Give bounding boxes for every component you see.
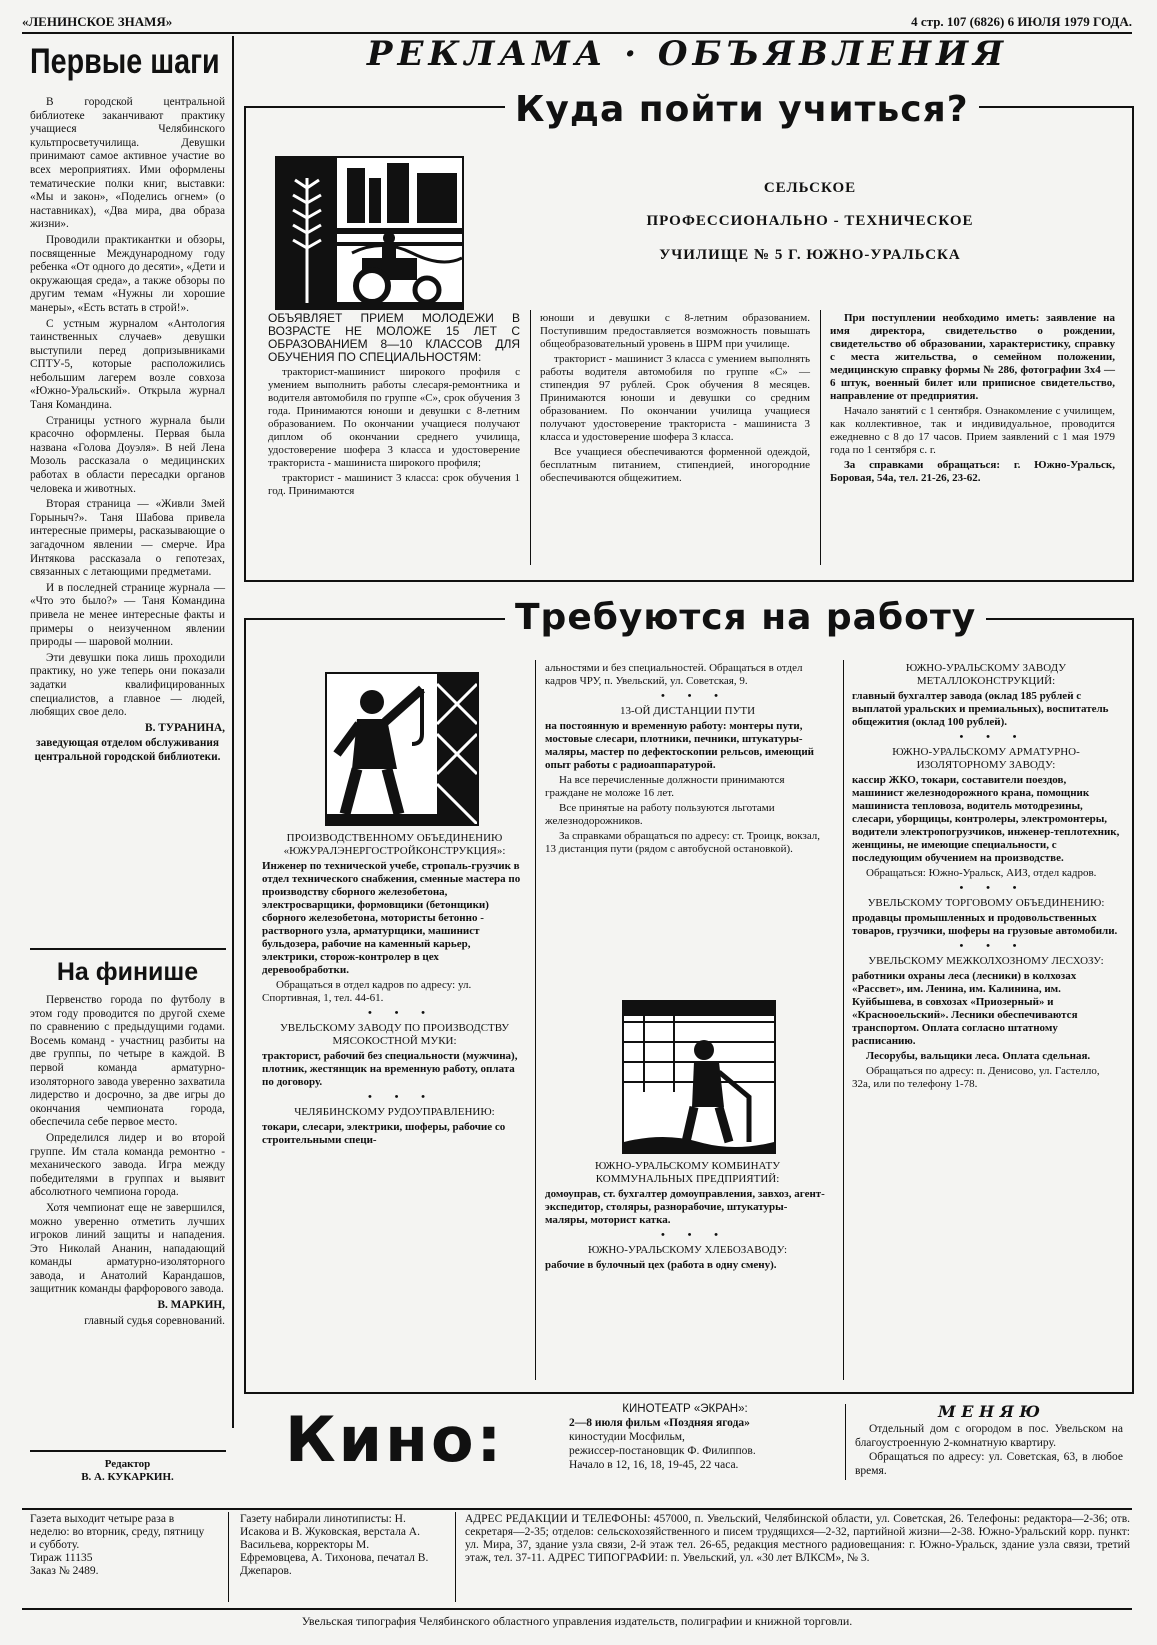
paragraph: тракторист - машинист 3 класса: срок обучения 1 год. Принимаются bbox=[268, 472, 520, 497]
author-signature: В. ТУРАНИНА, bbox=[145, 721, 225, 734]
article-first-steps bbox=[30, 40, 225, 767]
author-position: главный судья соревнований. bbox=[84, 1314, 225, 1327]
job-list: главный бухгалтер завода (оклад 185 рублей с выплатой уральских и премиальных), воспитатель общежития (оклад 100 рублей). bbox=[852, 690, 1109, 728]
paragraph: Определился лидер и во второй группе. Им стала команда ремонтно - механического завода. Игра между победителями в группах и выявит абсолютного чемпиона города. bbox=[30, 1131, 225, 1199]
employer-heading: УВЕЛЬСКОМУ ТОРГОВОМУ ОБЪЕДИНЕНИЮ: bbox=[867, 897, 1105, 909]
theater-name: КИНОТЕАТР «ЭКРАН»: bbox=[622, 1403, 748, 1415]
paragraph: За справками обращаться: г. Южно-Уральск, Боровая, 54а, тел. 21-26, 23-62. bbox=[830, 459, 1115, 484]
separator-dots: • • • bbox=[660, 1229, 729, 1241]
job-list: Лесорубы, вальщики леса. Оплата сдельная. bbox=[866, 1050, 1091, 1062]
separator-dots: • • • bbox=[367, 1091, 436, 1103]
paragraph: альностями и без специальностей. Обращаться в отдел кадров ЧРУ, п. Увельский, ул. Советская, 9. bbox=[545, 662, 803, 687]
kino-title: Кино: bbox=[285, 1403, 505, 1476]
author-position: заведующая отделом обслуживания центральной городской библиотеки. bbox=[34, 737, 221, 763]
divider bbox=[30, 1450, 226, 1452]
jobs-title: Требуются на работу bbox=[505, 594, 986, 642]
employer-heading: ЮЖНО-УРАЛЬСКОМУ КОМБИНАТУ КОММУНАЛЬНЫХ ПРЕДПРИЯТИЙ: bbox=[594, 1160, 781, 1185]
job-list: кассир ЖКО, токари, составители поездов, машинист железнодорожного крана, помощник машиниста тепловоза, водитель мотодрезины, слесари, уборщицы, контролеры, электромонтеры, водители электропогрузчиков, инженер-теплотехник, женщины, не имеющие специальности, с последующим обучением на производстве. bbox=[852, 774, 1120, 864]
exchange-ad bbox=[855, 1402, 1123, 1478]
school-name-2: ПРОФЕССИОНАЛЬНО - ТЕХНИЧЕСКОЕ bbox=[646, 213, 974, 229]
paper-name: «ЛЕНИНСКОЕ ЗНАМЯ» bbox=[22, 14, 173, 29]
job-list: тракторист, рабочий без специальности (мужчина), плотник, жестянщик на временную работу, оплата по договору. bbox=[262, 1050, 518, 1088]
school-ad-title: Куда пойти учиться? bbox=[505, 86, 979, 134]
editor-name: В. А. КУКАРКИН. bbox=[81, 1471, 174, 1483]
paragraph: При поступлении необходимо иметь: заявление на имя директора, свидетельство о рождении, свидетельство об образовании, характеристику, справку с места жительства, о семейном положении, медицинскую справку формы № 286, фотографии 3х4 — 6 штук, военный билет или приписное свидетельство, направление от предприятия. bbox=[830, 312, 1115, 402]
exchange-contact: Обращаться по адресу: ул. Советская, 63, в любое время. bbox=[855, 1451, 1123, 1477]
separator-dots: • • • bbox=[660, 690, 729, 702]
left-column-rule bbox=[232, 36, 234, 1428]
circulation: Тираж 11135 bbox=[30, 1552, 93, 1564]
employer-heading: 13-ОЙ ДИСТАНЦИИ ПУТИ bbox=[619, 705, 756, 717]
job-list: работники охраны леса (лесники) в колхозах «Рассвет», им. Ленина, им. Калинина, им. Куйбышева, в совхозах «Приозерный» и «Краснооельский». Лесники обеспечиваются транспортом. Оплата согласно штатному расписанию. bbox=[852, 970, 1078, 1047]
school-col-1 bbox=[268, 312, 520, 500]
jobs-col-1 bbox=[262, 832, 527, 1149]
paragraph: Хотя чемпионат еще не завершился, можно уверенно отметить лучших игроков линий защиты и нападения. Это Николай Ананин, нападающий команды арматурно-изоляторного завода, и Анатолий Карандашов, защитник команды фарфорового завода. bbox=[30, 1201, 225, 1296]
separator-dots: • • • bbox=[959, 731, 1027, 743]
author-signature: В. МАРКИН, bbox=[157, 1299, 225, 1312]
builder-icon bbox=[327, 674, 477, 824]
exchange-title: М Е Н Я Ю bbox=[937, 1402, 1040, 1421]
job-list: продавцы промышленных и продовольственных товаров, грузчики, шоферы на грузовые автомобили. bbox=[852, 912, 1118, 937]
footer-text: Газета выходит четыре раза в неделю: во вторник, среду, пятницу и субботу. bbox=[30, 1513, 205, 1551]
job-list: рабочие в булочный цех (работа в одну смену). bbox=[545, 1259, 777, 1271]
article-title: Первые шаги bbox=[30, 42, 220, 81]
issue-info: 4 стр. 107 (6826) 6 ИЮЛЯ 1979 ГОДА. bbox=[911, 14, 1132, 29]
studio-line: киностудии Мосфильм, bbox=[569, 1431, 685, 1443]
employer-heading: УВЕЛЬСКОМУ МЕЖКОЛХОЗНОМУ ЛЕСХОЗУ: bbox=[868, 955, 1104, 967]
printer-info: Увельская типография Челябинского областного управления издательств, полиграфии и книжной торговли. bbox=[301, 1614, 853, 1628]
jobs-col-2b bbox=[545, 1160, 830, 1274]
contact-info: Обращаться по адресу: п. Денисово, ул. Гастелло, 32а, или по телефону 1-78. bbox=[852, 1065, 1100, 1090]
editor-block bbox=[30, 1458, 225, 1484]
paragraph: юноши и девушки с 8-летним образованием. Поступившим предоставляется возможность повышать общеобразовательный уровень в ШРМ при училище. bbox=[540, 312, 810, 350]
article-title: На финише bbox=[56, 958, 199, 986]
ads-banner: РЕКЛАМА · ОБЪЯВЛЕНИЯ bbox=[366, 34, 1009, 74]
exchange-text: Отдельный дом с огородом в пос. Увельском на благоустроенную 2-комнатную квартиру. bbox=[855, 1423, 1123, 1449]
paragraph: В городской центральной библиотеке заканчивают практику учащиеся Челябинского культпросветучилища. Девушки принимают самое активное участие во всех мероприятиях. Ими оформлены тематические полки книг, выставки: «Мы и закон», «Поделись огнем» (о наставниках), «Два мира, два образа жизни». bbox=[30, 96, 225, 231]
separator-dots: • • • bbox=[959, 940, 1027, 952]
article-finish bbox=[30, 956, 225, 1330]
paragraph: За справками обращаться по адресу: ст. Троицк, вокзал, 13 дистанция пути (рядом с автобусной остановкой). bbox=[545, 830, 821, 855]
employer-heading: ЮЖНО-УРАЛЬСКОМУ ЗАВОДУ МЕТАЛЛОКОНСТРУКЦИЙ: bbox=[905, 662, 1067, 687]
divider bbox=[30, 948, 226, 950]
job-list: домоуправ, ст. бухгалтер домоуправления, завхоз, агент-экспедитор, столяры, разнорабочие, штукатуры-маляры, моторист катка. bbox=[545, 1188, 825, 1226]
gardener-illustration bbox=[622, 1000, 776, 1154]
footer-publication-info bbox=[30, 1513, 205, 1578]
paragraph: С устным журналом «Антология таинственных случаев» девушки выступили перед допризывниками СПТУ-5, которые расположились небольшим лагерем возле совхоза «Южно-Уральский». Открыла журнал Таня Командина. bbox=[30, 317, 225, 412]
school-col-3 bbox=[830, 312, 1115, 487]
paragraph: И в последней странице журнала — «Что это было?» — Таня Командина привела не менее интересные факты и примеры о неизученном явлении природы — шаровой молнии. bbox=[30, 581, 225, 649]
school-name-3: УЧИЛИЩЕ № 5 Г. ЮЖНО-УРАЛЬСКА bbox=[659, 247, 961, 263]
director-line: режиссер-постановщик Ф. Филиппов. bbox=[569, 1445, 756, 1457]
contact-info: Обращаться: Южно-Уральск, АИЗ, отдел кадров. bbox=[866, 867, 1097, 879]
employer-heading: УВЕЛЬСКОМУ ЗАВОДУ ПО ПРОИЗВОДСТВУ МЯСОКОСТНОЙ МУКИ: bbox=[280, 1022, 509, 1047]
article-body bbox=[30, 994, 225, 1328]
employer-heading: ЮЖНО-УРАЛЬСКОМУ ХЛЕБОЗАВОДУ: bbox=[587, 1244, 788, 1256]
paragraph: Первенство города по футболу в этом году проводится по другой схеме по сравнению с предыдущими годами. Восемь команд - участниц разбиты на две группы, по четыре в каждой. В первой команда арматурно-изоляторного завода уверенно захватила лидерство и досрочно, за две игры до окончания чемпионата города, обеспечила себе первое место. bbox=[30, 994, 225, 1129]
paragraph: Проводили практикантки и обзоры, посвященные Международному году ребенка «От одного до десяти», «Дети и окружающая среда», а также обзоры по другим темам «Нужны ли хорошие манеры», «Есть встать в строй!». bbox=[30, 233, 225, 314]
paragraph: тракторист - машинист 3 класса с умением выполнять работы водителя автомобиля по группе «С» — стипендия 97 рублей. Срок обучения 8 месяцев. Принимаются юноши и девушки со средним образованием. По окончании училища учащиеся получают удостоверение тракториста - машиниста 3 класса и удостоверение шофера 3 класса. bbox=[540, 353, 810, 443]
footer-staff: Газету набирали линотиписты: Н. Исакова и В. Жуковская, верстала А. Васильева, корректоры М. Ефремовцева, А. Тихонова, печатал В. Джепаров. bbox=[240, 1513, 429, 1577]
paragraph: На все перечисленные должности принимаются граждане не моложе 16 лет. bbox=[545, 774, 785, 799]
film-line: 2—8 июля фильм «Поздняя ягода» bbox=[569, 1417, 750, 1429]
job-list: токари, слесари, электрики, шоферы, рабочие со строительными специ- bbox=[262, 1121, 506, 1146]
col-rule bbox=[530, 310, 531, 565]
editor-label: Редактор bbox=[104, 1458, 151, 1470]
contact-info: Обращаться в отдел кадров по адресу: ул. Спортивная, 1, тел. 44-61. bbox=[262, 979, 472, 1004]
times-line: Начало в 12, 16, 18, 19-45, 22 часа. bbox=[569, 1459, 739, 1471]
col-rule bbox=[535, 660, 536, 1380]
gardener-icon bbox=[624, 1002, 774, 1152]
employer-heading: ЮЖНО-УРАЛЬСКОМУ АРМАТУРНО-ИЗОЛЯТОРНОМУ ЗАВОДУ: bbox=[892, 746, 1080, 771]
paragraph: Вторая страница — «Живли Змей Горыныч?». Таня Шабова привела интересные примеры, расказывающие о загадочном явлении — смерче. Ира Интякова рассказала о гепотезах, связанных с летающими предметами. bbox=[30, 498, 225, 579]
worker-illustration bbox=[325, 672, 479, 826]
col-rule bbox=[455, 1512, 456, 1602]
kino-info bbox=[555, 1402, 815, 1472]
school-col-2 bbox=[540, 312, 810, 487]
tractor-illustration bbox=[275, 156, 464, 310]
jobs-col-3 bbox=[852, 662, 1120, 1093]
job-list: Инженер по технической учебе, стропаль-грузчик в отдел технического снабжения, сменные мастера по производству сборного железобетона, электросварщики, формовщики (бетонщики) сборного железобетона, мотористы бетонно - растворного узла, арматурщики, машинист бульдозера, рабочие на каменный карьер, электрики, сторож-контролер в цех деревообработки. bbox=[262, 860, 521, 976]
col-rule bbox=[845, 1404, 846, 1480]
col-rule bbox=[820, 310, 821, 565]
footer-addresses: АДРЕС РЕДАКЦИИ И ТЕЛЕФОНЫ: 457000, п. Увельский, Челябинской области, ул. Советская, 26. Телефоны: редактора—2-36; отв. секретаря—2-35; отделов: сельскохозяйственного и писем трудящихся—2-32, партийной жизни—2-38. Южно-Уральский корр. пункт: ул. Мира, 37, здание узла связи, 2-й этаж тел. 26-65, редакция местного радиовещания: г. Южно-Уральск, здание узла связи, третий этаж, тел. 37-11. АДРЕС ТИПОГРАФИИ: п. Увельский, ул. «30 лет ВЛКСМ», № 3. bbox=[465, 1513, 1130, 1564]
jobs-col-2 bbox=[545, 662, 830, 858]
tractor-field-icon bbox=[277, 158, 462, 308]
col-rule bbox=[228, 1512, 229, 1602]
footer-rule bbox=[22, 1608, 1132, 1610]
school-name-1: СЕЛЬСКОЕ bbox=[763, 180, 857, 196]
paragraph: Страницы устного журнала были красочно оформлены. Первая была названа «Голова Доуэля». В ней Лена Мозоль рассказала о медицинских работах в области пересадки органов человека и животных. bbox=[30, 414, 225, 495]
intro-text: ОБЪЯВЛЯЕТ ПРИЕМ МОЛОДЕЖИ В ВОЗРАСТЕ НЕ МОЛОЖЕ 15 ЛЕТ С ОБРАЗОВАНИЕМ 8—10 КЛАССОВ ДЛЯ ОБУЧЕНИЯ ПО СПЕЦИАЛЬНОСТЯМ: bbox=[268, 311, 520, 364]
order-number: Заказ № 2489. bbox=[30, 1565, 99, 1577]
employer-heading: ЧЕЛЯБИНСКОМУ РУДОУПРАВЛЕНИЮ: bbox=[294, 1106, 495, 1118]
article-body bbox=[30, 96, 225, 765]
paragraph: Все принятые на работу пользуются льготами железнодорожников. bbox=[545, 802, 775, 827]
col-rule bbox=[843, 660, 844, 1380]
paragraph: Начало занятий с 1 сентября. Ознакомление с училищем, как коллективное, так и индивидуальное, проводится ежедневно с 8 до 17 часов. Прием заявлений с 1 мая 1979 года по 1 сентября с. г. bbox=[830, 405, 1115, 456]
paragraph: тракторист-машинист широкого профиля с умением выполнить работы слесаря-ремонтника и водителя автомобиля по группе «С», срок обучения 3 года. Принимаются юноши и девушки с 8-летним образованием. По окончании учащиеся получают диплом об окончании среднего училища, удостоверение шофера 3 класса и удостоверение тракториста - машиниста широкого профиля; bbox=[268, 366, 520, 469]
paragraph: Все учащиеся обеспечиваются форменной одеждой, бесплатным питанием, стипендией, иногородние обеспечиваются общежитием. bbox=[540, 446, 810, 484]
separator-dots: • • • bbox=[959, 882, 1027, 894]
paragraph: Эти девушки пока лишь проходили практику, но уже теперь они показали задатки квалифицированных специалистов, а главное — людей, любящих свое дело. bbox=[30, 651, 225, 719]
masthead bbox=[22, 12, 1132, 34]
footer-rule bbox=[22, 1508, 1132, 1510]
separator-dots: • • • bbox=[367, 1007, 436, 1019]
employer-heading: ПРОИЗВОДСТВЕННОМУ ОБЪЕДИНЕНИЮ «ЮЖУРАЛЭНЕРГОСТРОЙКОНСТРУКЦИЯ»: bbox=[283, 832, 506, 857]
job-list: на постоянную и временную работу: монтеры пути, мостовые слесари, плотники, печники, штукатуры-маляры, мастер по дефектоскопии рельсов, имеющий опыт работы с радиоаппаратурой. bbox=[545, 720, 815, 771]
